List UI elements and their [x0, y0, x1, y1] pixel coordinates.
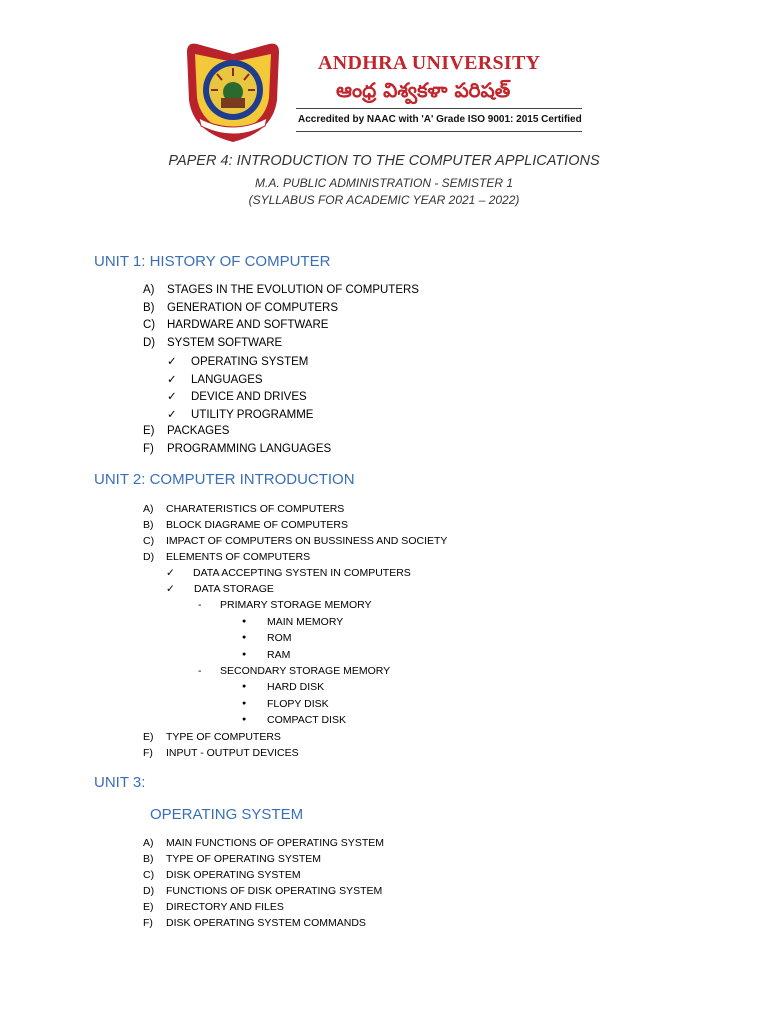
- unit1-heading: UNIT 1: HISTORY OF COMPUTER: [94, 253, 331, 270]
- list-item: ✓ OPERATING SYSTEM: [167, 356, 309, 368]
- list-marker: A): [143, 837, 154, 849]
- list-marker: F): [143, 747, 153, 759]
- bullet-marker: ●: [242, 634, 247, 641]
- university-name-telugu: ఆంధ్ర విశ్వకళా పరిషత్: [336, 78, 511, 102]
- list-marker: C): [143, 869, 155, 881]
- list-item: ● RAM: [242, 649, 291, 661]
- list-marker: C): [143, 535, 155, 547]
- list-marker: C): [143, 319, 156, 331]
- bullet-marker: ●: [242, 651, 247, 658]
- list-item: ● MAIN MEMORY: [242, 616, 344, 628]
- paper-title: PAPER 4: INTRODUCTION TO THE COMPUTER APPLICATIONS: [168, 153, 600, 169]
- list-item: F) INPUT - OUTPUT DEVICES: [143, 747, 299, 759]
- list-item: ✓ LANGUAGES: [167, 374, 263, 386]
- divider: [296, 108, 582, 109]
- list-item: B) BLOCK DIAGRAME OF COMPUTERS: [143, 519, 349, 531]
- unit3-heading: UNIT 3:: [94, 774, 146, 791]
- list-marker: E): [143, 901, 154, 913]
- list-item: F) PROGRAMMING LANGUAGES: [143, 443, 332, 455]
- check-icon: ✓: [166, 583, 175, 595]
- list-item: D) ELEMENTS OF COMPUTERS: [143, 551, 311, 563]
- list-item: A) CHARATERISTICS OF COMPUTERS: [143, 503, 345, 515]
- list-item: B) TYPE OF OPERATING SYSTEM: [143, 853, 321, 865]
- bullet-marker: ●: [242, 716, 247, 723]
- university-logo: [177, 40, 289, 144]
- list-marker: B): [143, 853, 154, 865]
- list-marker: F): [143, 443, 154, 455]
- list-item: C) IMPACT OF COMPUTERS ON BUSSINESS AND SOCIETY: [143, 535, 448, 547]
- list-item: ✓ DATA ACCEPTING SYSTEN IN COMPUTERS: [166, 567, 411, 579]
- list-item: ● FLOPY DISK: [242, 698, 329, 710]
- list-marker: E): [143, 731, 154, 743]
- list-item: ● ROM: [242, 632, 292, 644]
- accreditation-text: Accredited by NAAC with 'A' Grade ISO 9001: 2015 Certified: [298, 114, 582, 125]
- unit3-subheading: OPERATING SYSTEM: [150, 806, 304, 823]
- list-item: ● COMPACT DISK: [242, 714, 346, 726]
- list-marker: F): [143, 917, 153, 929]
- check-icon: ✓: [167, 374, 177, 386]
- bullet-marker: ●: [242, 683, 247, 690]
- list-item: - PRIMARY STORAGE MEMORY: [198, 599, 372, 611]
- list-item: ✓ DEVICE AND DRIVES: [167, 391, 307, 403]
- list-item: C) DISK OPERATING SYSTEM: [143, 869, 301, 881]
- unit2-heading: UNIT 2: COMPUTER INTRODUCTION: [94, 471, 355, 488]
- list-marker: A): [143, 503, 154, 515]
- dash-marker: -: [198, 665, 202, 677]
- bullet-marker: ●: [242, 700, 247, 707]
- syllabus-year: (SYLLABUS FOR ACADEMIC YEAR 2021 – 2022): [248, 193, 520, 207]
- list-item: F) DISK OPERATING SYSTEM COMMANDS: [143, 917, 366, 929]
- list-item: C) HARDWARE AND SOFTWARE: [143, 319, 329, 331]
- list-item: - SECONDARY STORAGE MEMORY: [198, 665, 391, 677]
- list-item: D) SYSTEM SOFTWARE: [143, 337, 283, 349]
- bullet-marker: ●: [242, 618, 247, 625]
- list-item: E) DIRECTORY AND FILES: [143, 901, 284, 913]
- list-item: A) STAGES IN THE EVOLUTION OF COMPUTERS: [143, 284, 419, 296]
- programme-title: M.A. PUBLIC ADMINISTRATION - SEMISTER 1: [254, 176, 514, 190]
- list-marker: D): [143, 551, 155, 563]
- list-marker: B): [143, 302, 155, 314]
- list-item: A) MAIN FUNCTIONS OF OPERATING SYSTEM: [143, 837, 384, 849]
- list-item: E) PACKAGES: [143, 425, 230, 437]
- dash-marker: -: [198, 599, 202, 611]
- list-marker: E): [143, 425, 155, 437]
- check-icon: ✓: [166, 567, 175, 579]
- list-marker: D): [143, 885, 155, 897]
- list-item: ✓ UTILITY PROGRAMME: [167, 409, 314, 421]
- list-item: ✓ DATA STORAGE: [166, 583, 274, 595]
- list-item: ● HARD DISK: [242, 681, 325, 693]
- list-item: B) GENERATION OF COMPUTERS: [143, 302, 339, 314]
- list-item: E) TYPE OF COMPUTERS: [143, 731, 281, 743]
- list-item: D) FUNCTIONS OF DISK OPERATING SYSTEM: [143, 885, 383, 897]
- list-marker: D): [143, 337, 156, 349]
- list-marker: B): [143, 519, 154, 531]
- list-marker: A): [143, 284, 155, 296]
- university-name: ANDHRA UNIVERSITY: [318, 52, 541, 74]
- check-icon: ✓: [167, 356, 177, 368]
- check-icon: ✓: [167, 409, 177, 421]
- divider: [296, 131, 582, 132]
- check-icon: ✓: [167, 391, 177, 403]
